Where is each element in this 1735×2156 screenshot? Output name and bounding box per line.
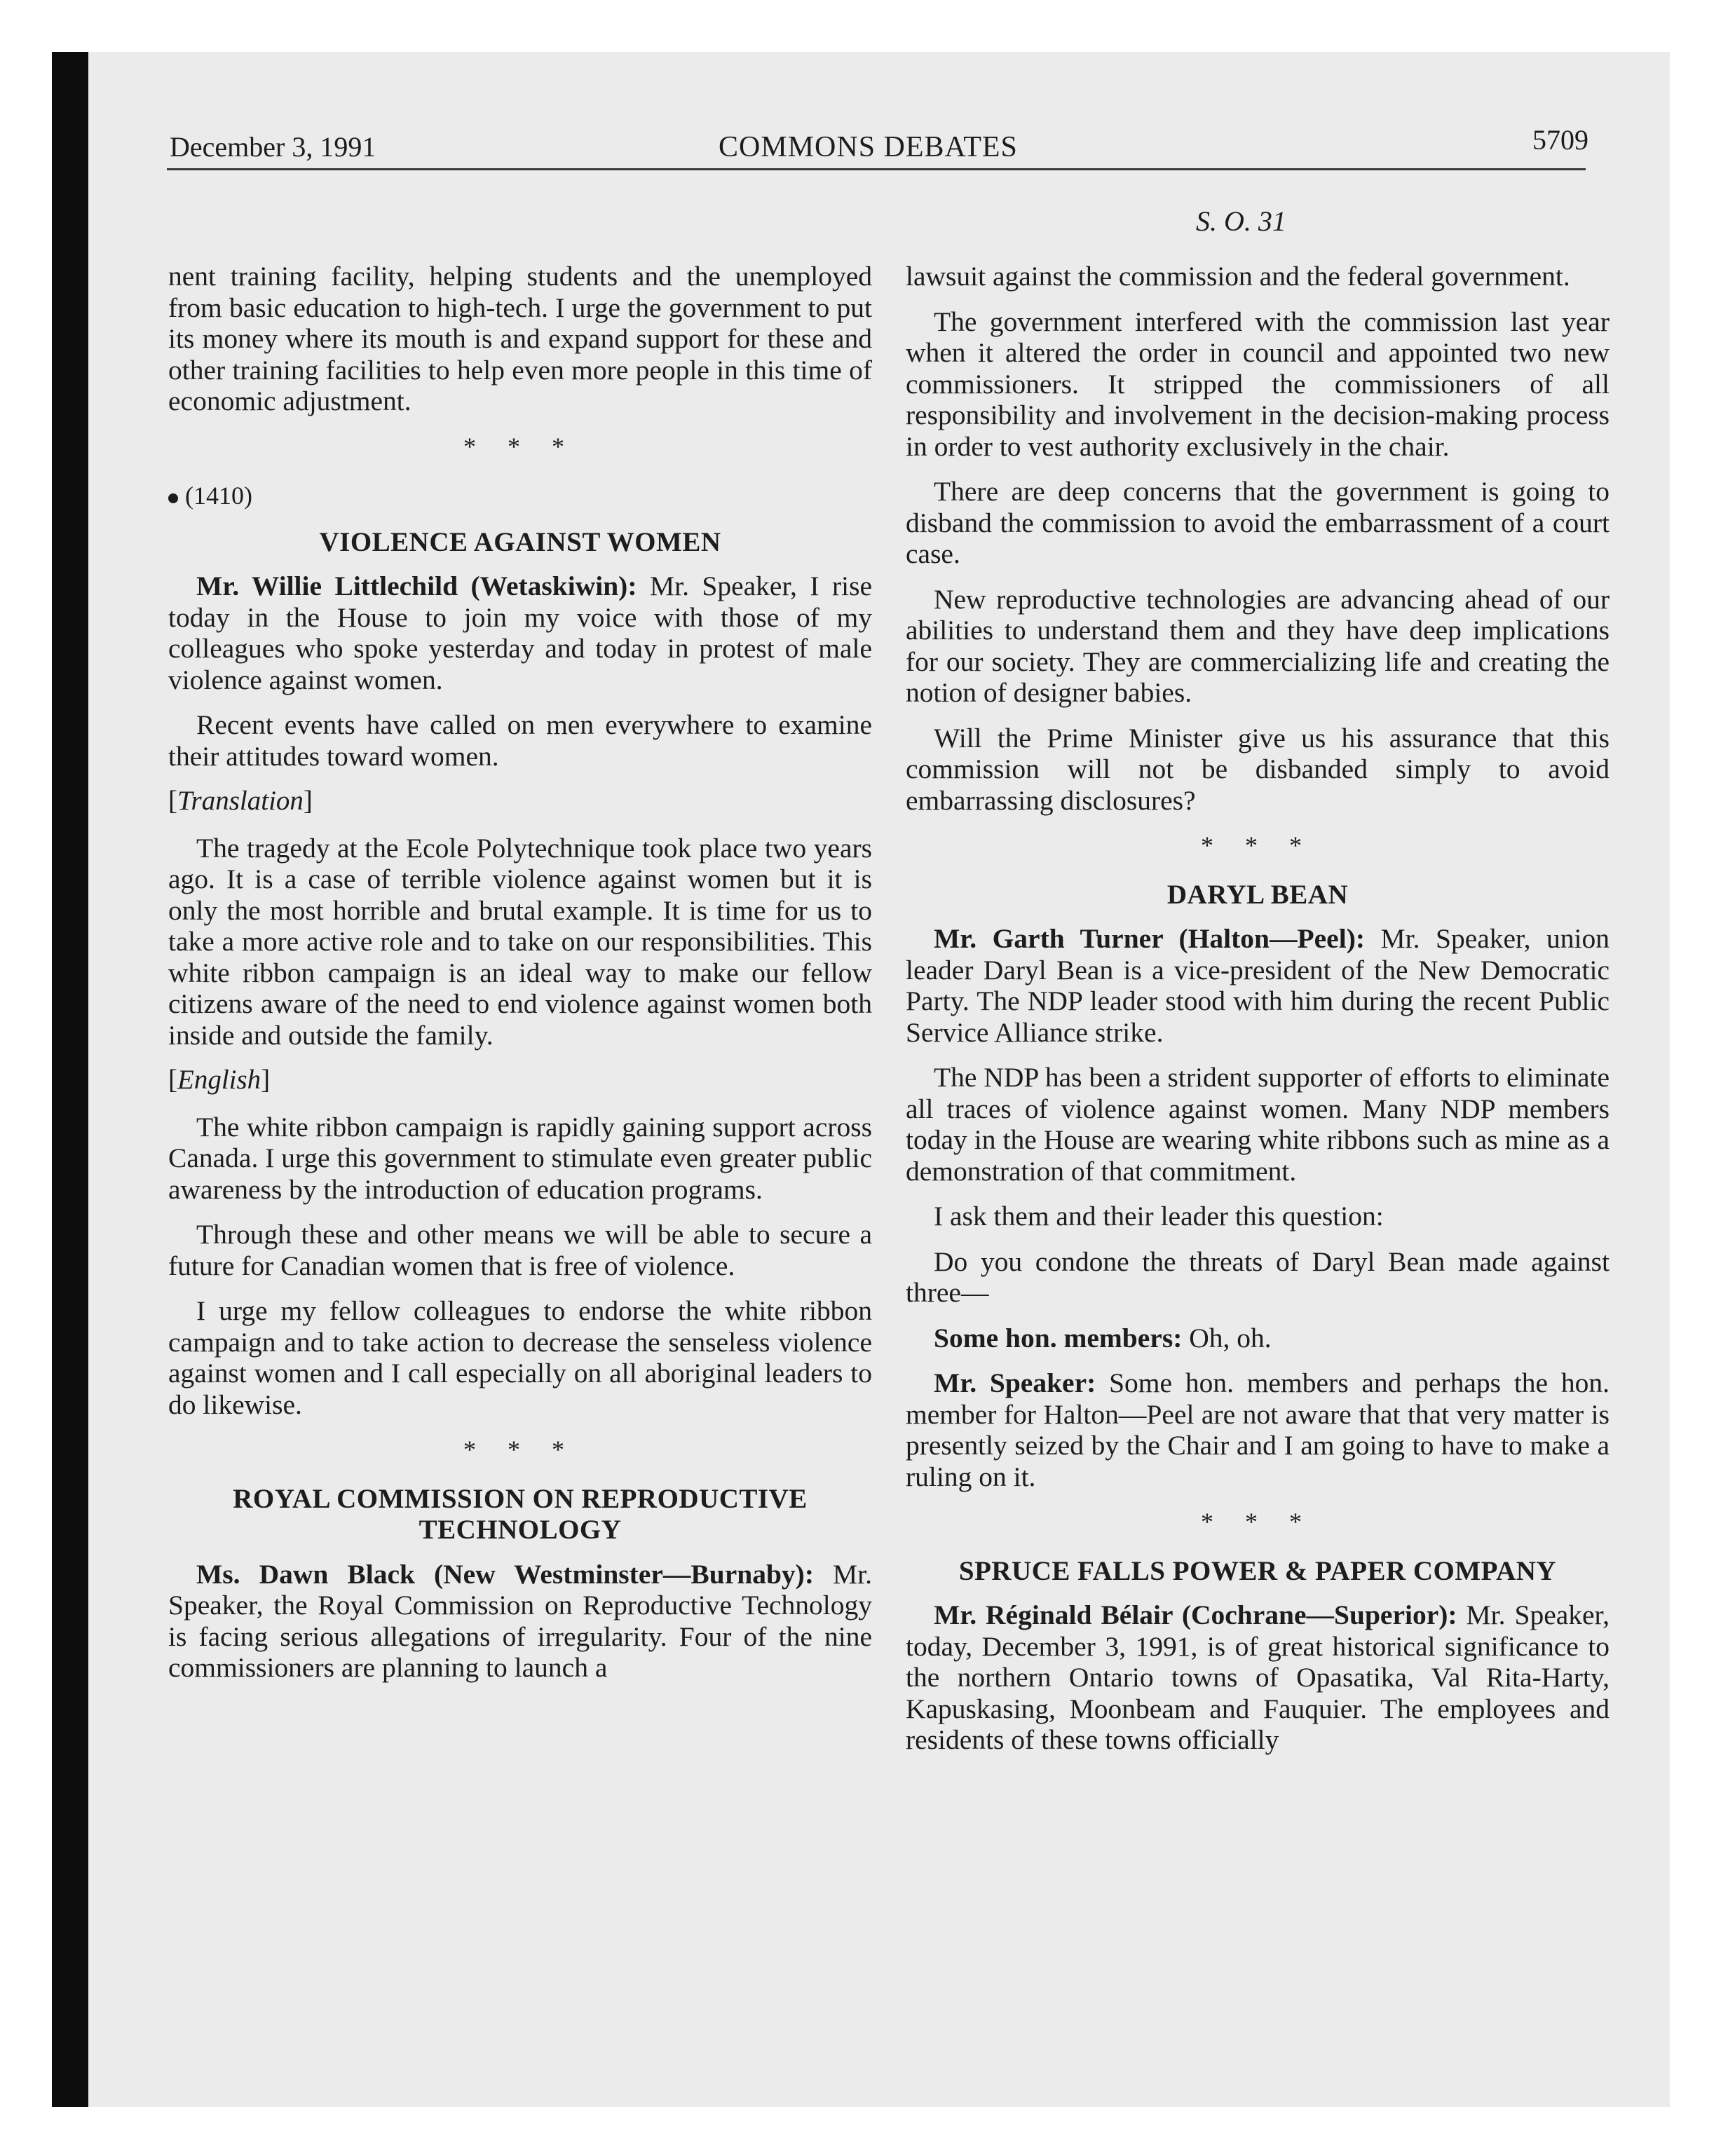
scan-edge-bar [52, 52, 88, 2107]
speaker-name: Mr. Speaker: [934, 1367, 1096, 1398]
paragraph: The tragedy at the Ecole Polytechnique took place two years ago. It is a case of terrible violence against women but it is only the most horrible and brutal example. It is time for us to take a more active role and to take on our responsibilities. This white ribbon campaign is an ideal way to make our fellow citizens aware of the need to end violence against women both inside and outside the family. [168, 832, 872, 1051]
paragraph: The government interfered with the commission last year when it altered the order in council and appointed two new commissioners. It stripped the commissioners of all responsibility and involvement in the decision-making process in order to vest authority exclusively in the chair. [906, 306, 1610, 462]
header-title: COMMONS DEBATES [719, 131, 1018, 163]
section-separator: * * * [463, 432, 577, 460]
paragraph: Recent events have called on men everywhere to examine their attitudes toward women. [168, 709, 872, 772]
section-heading: VIOLENCE AGAINST WOMEN [319, 526, 721, 557]
time-marker [168, 480, 872, 512]
section-heading: DARYL BEAN [1166, 879, 1349, 910]
bullet-icon [168, 493, 178, 503]
speech-text: Oh, oh. [1189, 1322, 1272, 1353]
language-marker-text: Translation [177, 786, 304, 816]
paragraph: Will the Prime Minister give us his assurance that this commission will not be disbanded simply to avoid embarrassing disclosures? [906, 722, 1610, 816]
header-date: December 3, 1991 [170, 131, 376, 163]
speaker-name: Some hon. members: [934, 1322, 1183, 1353]
paragraph [168, 571, 872, 695]
paragraph [906, 1323, 1610, 1354]
language-marker: [Translation] [168, 786, 313, 816]
paragraph: lawsuit against the commission and the federal government. [906, 261, 1570, 292]
paragraph: New reproductive technologies are advancing ahead of our abilities to understand them and they have deep implications for our society. They are commercializing life and creating the notion of designer babies. [906, 583, 1610, 708]
left-column [168, 261, 872, 1698]
paragraph: I ask them and their leader this question: [934, 1201, 1384, 1231]
section-tag: S. O. 31 [1196, 205, 1286, 237]
paragraph: There are deep concerns that the government is going to disband the commission to avoid the embarrassment of a court case. [906, 476, 1610, 569]
section-heading: SPRUCE FALLS POWER & PAPER COMPANY [958, 1555, 1557, 1586]
paragraph: nent training facility, helping students and the unemployed from basic education to high-tech. I urge the government to put its money where its mouth is and expand support for these and other training facilities to help even more people in this time of economic adjustment. [168, 261, 872, 416]
speaker-name: Mr. Réginald Bélair (Cochrane—Superior): [934, 1599, 1457, 1630]
paragraph [906, 1367, 1610, 1492]
section-separator: * * * [1201, 1508, 1314, 1536]
paragraph [168, 1559, 872, 1684]
speech-text: Mr. Speaker, today, December 3, 1991, is of great historical significance to the northern Ontario towns of Opasatika, Val Rita-Harty, Kapuskasing, Moonbeam and Fauquier. The employees and residents of these towns officially [906, 1599, 1610, 1755]
paragraph: Do you condone the threats of Daryl Bean made against three— [906, 1246, 1610, 1308]
language-marker: [English] [168, 1065, 271, 1095]
paragraph: The white ribbon campaign is rapidly gaining support across Canada. I urge this government to stimulate even greater public awareness by the introduction of education programs. [168, 1111, 873, 1205]
speaker-name: Mr. Willie Littlechild (Wetaskiwin): [196, 571, 637, 601]
paragraph [906, 923, 1610, 1048]
section-separator: * * * [1201, 831, 1314, 859]
speaker-name: Ms. Dawn Black (New Westminster—Burnaby): [196, 1558, 814, 1590]
speech-text: Mr. Speaker, the Royal Commission on Reproductive Technology is facing serious allegations of irregularity. Four of the nine commissioners are planning to launch a [168, 1558, 873, 1683]
paragraph: Through these and other means we will be able to secure a future for Canadian women that is free of violence. [168, 1219, 872, 1281]
speech-text: Some hon. members and perhaps the hon. member for Halton—Peel are not aware that that very matter is presently seized by the Chair and I am going to have to make a ruling on it. [906, 1367, 1610, 1492]
paragraph: The NDP has been a strident supporter of efforts to eliminate all traces of violence against women. Many NDP members today in the House are wearing white ribbons such as mine as a demonstration of that commitment. [906, 1062, 1610, 1187]
speech-text: Mr. Speaker, union leader Daryl Bean is a vice-president of the New Democratic Party. The NDP leader stood with him during the recent Public Service Alliance strike. [906, 923, 1610, 1048]
header-rule [167, 168, 1586, 170]
page-number: 5709 [1532, 124, 1588, 156]
time-marker-text: (1410) [185, 482, 252, 510]
paragraph: I urge my fellow colleagues to endorse the white ribbon campaign and to take action to decrease the senseless violence against women and I call especially on all aboriginal leaders to do likewise. [168, 1295, 872, 1420]
paragraph [906, 1599, 1610, 1756]
speaker-name: Mr. Garth Turner (Halton—Peel): [934, 923, 1365, 954]
section-separator: * * * [463, 1435, 577, 1464]
language-marker-text: English [177, 1065, 261, 1095]
speech-text: Mr. Speaker, I rise today in the House to join my voice with those of my colleagues who spoke yesterday and today in protest of male violence against women. [168, 571, 873, 695]
section-heading: ROYAL COMMISSION ON REPRODUCTIVE TECHNOLOGY [233, 1483, 808, 1545]
right-column [906, 261, 1610, 1770]
